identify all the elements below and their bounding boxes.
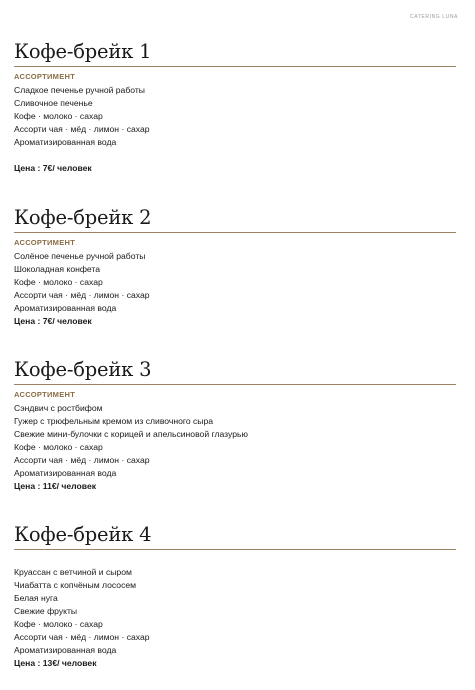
coffee-break-section-3 [14,358,456,493]
menu-item: Шоколадная конфета [14,264,101,274]
coffee-break-section-1 [14,40,456,175]
menu-item-list [14,250,456,315]
menu-item: Ассорти чая · мёд · лимон · сахар [14,632,150,642]
coffee-break-section-4 [14,523,456,670]
menu-item: Кофе · молоко · сахар [14,442,103,452]
menu-item: Круассан с ветчиной и сыром [14,567,132,577]
menu-item: Солёное печенье ручной работы [14,251,146,261]
menu-item: Ароматизированная вода [14,645,117,655]
menu-item: Свежие фрукты [14,606,78,616]
menu-item: Чиабатта с копчёным лососем [14,580,137,590]
menu-item: Сладкое печенье ручной работы [14,85,145,95]
menu-item: Гужер с трюфельным кремом из сливочного сыра [14,416,214,426]
category-label: АССОРТИМЕНТ [14,238,76,247]
price-label: Цена : 11€/ человек [14,481,97,491]
price-label: Цена : 13€/ человек [14,658,97,668]
brand-header: CATERING LUNA [410,14,458,20]
section-title: Кофе-брейк 2 [14,206,152,229]
menu-item: Ароматизированная вода [14,137,117,147]
section-title: Кофе-брейк 3 [14,358,152,381]
coffee-break-section-2 [14,206,456,328]
menu-item-list [14,84,456,149]
menu-item: Ароматизированная вода [14,468,117,478]
menu-item: Кофе · молоко · сахар [14,277,103,287]
menu-item: Ассорти чая · мёд · лимон · сахар [14,455,150,465]
menu-item: Кофе · молоко · сахар [14,619,103,629]
menu-item: Сливочное печенье [14,98,93,108]
section-divider [14,549,456,550]
section-divider [14,384,456,385]
price-label: Цена : 7€/ человек [14,163,92,173]
section-title: Кофе-брейк 1 [14,40,152,63]
menu-item: Ассорти чая · мёд · лимон · сахар [14,290,150,300]
menu-item: Белая нуга [14,593,58,603]
section-divider [14,66,456,67]
menu-item: Свежие мини-булочки с корицей и апельсиновой глазурью [14,429,248,439]
section-title: Кофе-брейк 4 [14,523,152,546]
menu-item: Ароматизированная вода [14,303,117,313]
category-label: АССОРТИМЕНТ [14,72,76,81]
menu-item: Сэндвич с ростбифом [14,403,103,413]
menu-item-list [14,566,456,657]
category-label: АССОРТИМЕНТ [14,390,76,399]
section-divider [14,232,456,233]
menu-item: Ассорти чая · мёд · лимон · сахар [14,124,150,134]
price-label: Цена : 7€/ человек [14,316,92,326]
menu-item-list [14,402,456,480]
menu-item: Кофе · молоко · сахар [14,111,103,121]
